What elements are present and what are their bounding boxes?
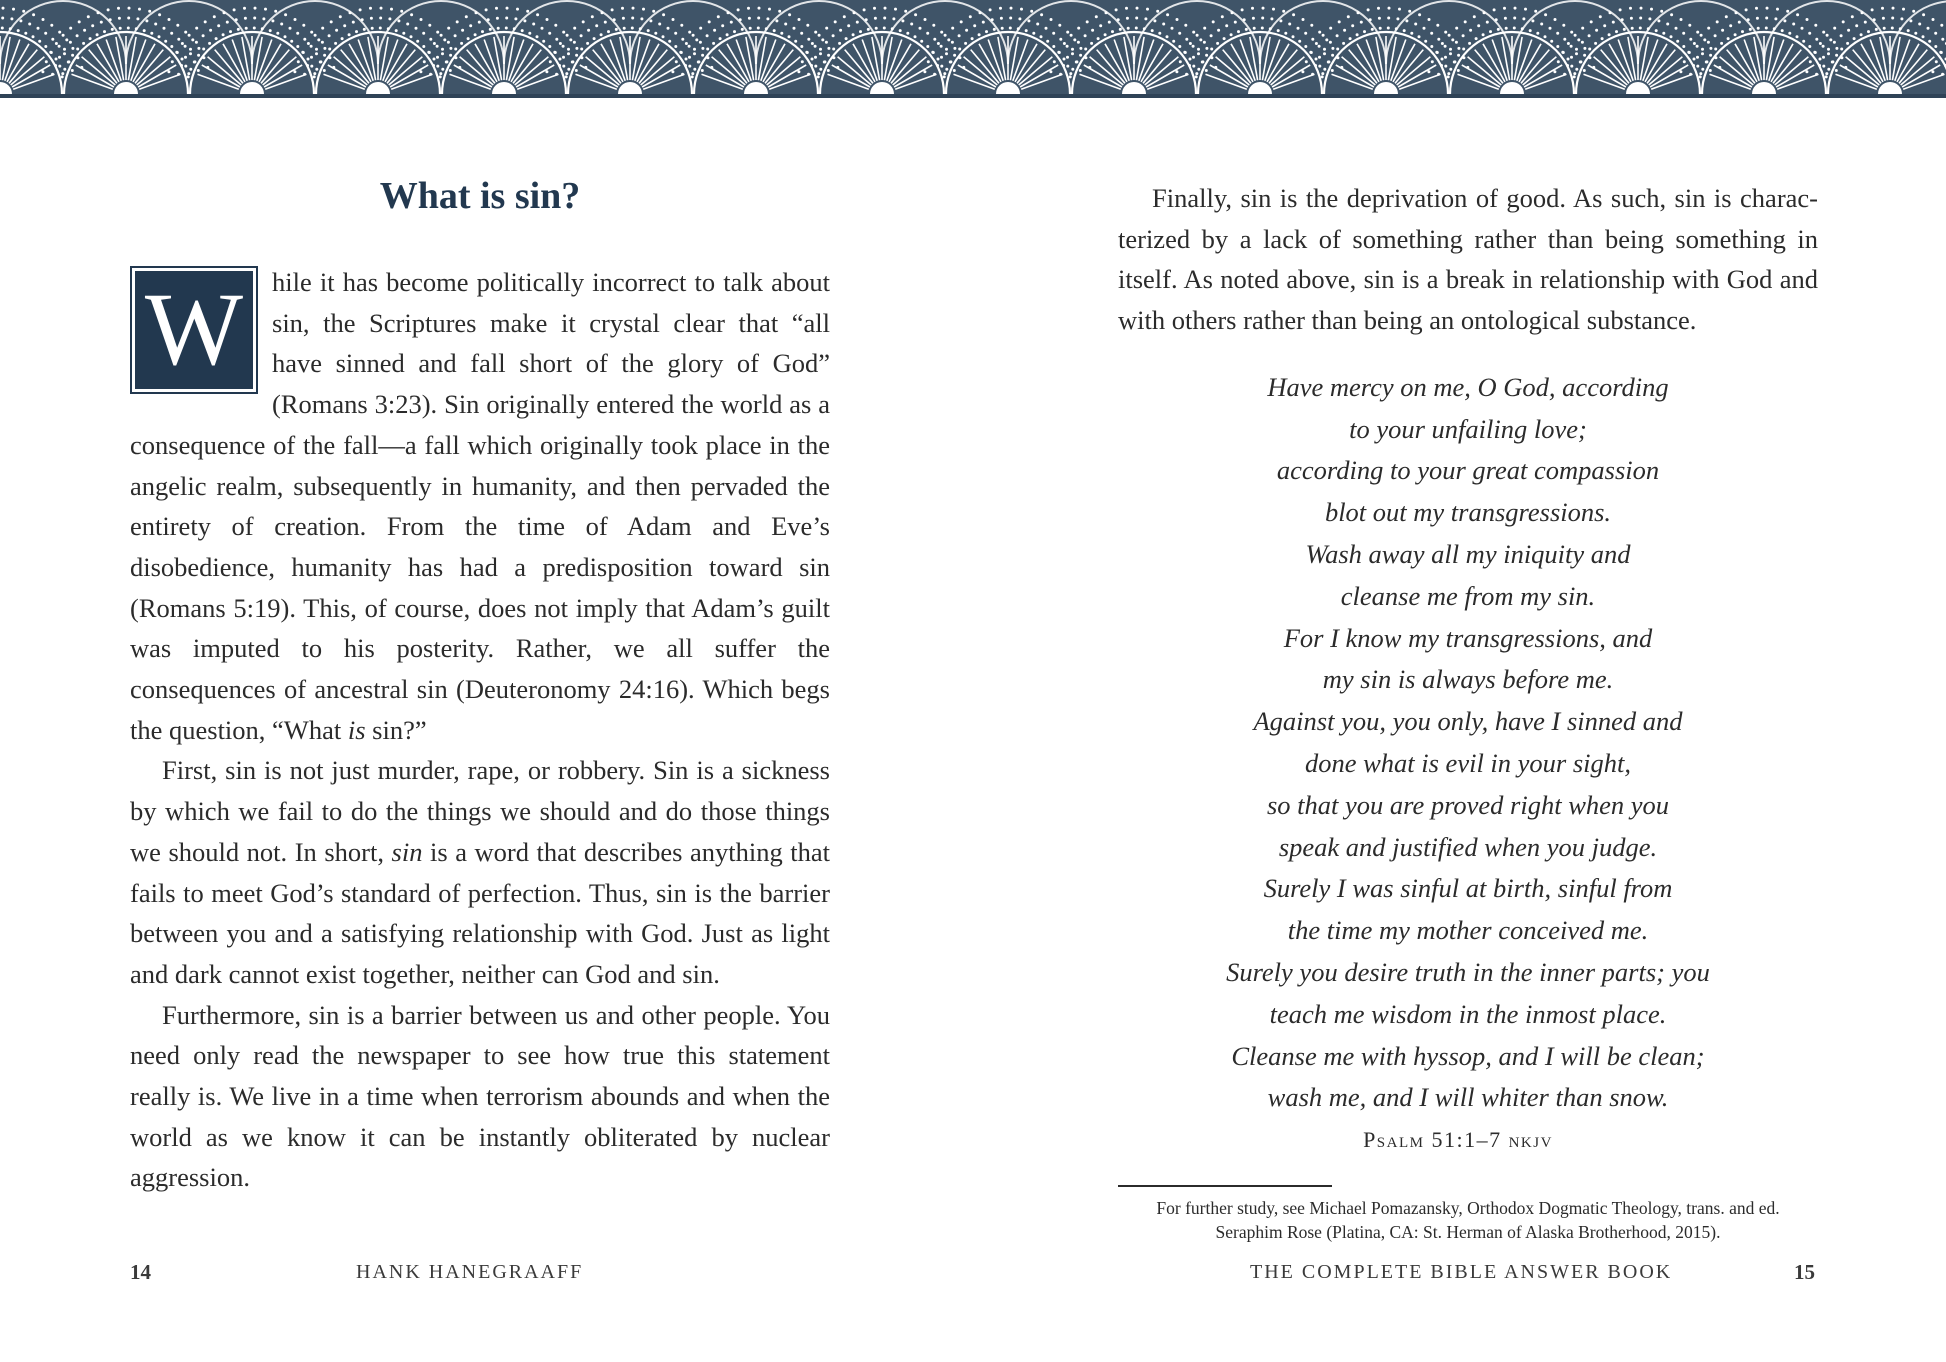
paragraph-1-italic: is bbox=[347, 714, 366, 745]
paragraph-3: Furthermore, sin is a barrier between us and other people. You need only read the newspaper to see how true this statement really is. We live in a time when terrorism abounds and when the world as we know it can be instantly obliterated by nuclear aggression. bbox=[130, 999, 830, 1193]
page-title: What is sin? bbox=[379, 175, 581, 217]
decorative-banner bbox=[0, 0, 1946, 98]
poem-line: Surely you desire truth in the inner parts; you bbox=[1226, 956, 1710, 987]
left-page bbox=[130, 170, 830, 1198]
psalm-citation: Psalm 51:1–7 nkjv bbox=[1363, 1127, 1553, 1153]
poem-line: Against you, you only, have I sinned and bbox=[1253, 706, 1683, 737]
poem-line: For I know my transgressions, and bbox=[1283, 622, 1653, 653]
poem-line: Surely I was sinful at birth, sinful from bbox=[1263, 873, 1673, 904]
poem-line: done what is evil in your sight, bbox=[1304, 747, 1632, 778]
poem-line: so that you are proved right when you bbox=[1266, 789, 1670, 820]
paragraph-2-start: First, sin is not just murder, rape, or robbery. Sin is a sickness by which we fail to do the things we should and do those things we should not. In short, bbox=[130, 755, 830, 867]
poem-line: speak and justified when you judge. bbox=[1278, 831, 1658, 862]
footnote-line-2: Seraphim Rose (Platina, CA: St. Herman of Alaska Brotherhood, 2015). bbox=[1215, 1222, 1721, 1242]
poem-line: according to your great compassion bbox=[1276, 455, 1660, 486]
left-running-head: HANK HANEGRAAFF bbox=[356, 1261, 584, 1283]
footnote-rule bbox=[1118, 1185, 1332, 1187]
poem-line: teach me wisdom in the inmost place. bbox=[1269, 998, 1667, 1029]
poem-line: to your unfailing love; bbox=[1349, 413, 1587, 444]
poem-line: cleanse me from my sin. bbox=[1340, 580, 1596, 611]
right-running-head: THE COMPLETE BIBLE ANSWER BOOK bbox=[1250, 1261, 1673, 1283]
left-body bbox=[130, 262, 830, 1198]
paragraph-1-text: hile it has become politically incorrect to talk about sin, the Scriptures make it crystal clear that “all have sinned and fall short of the glory of God” (Romans 3:23). Sin originally entered the world as a consequence of the fall—a fall which originally took place in the angelic realm, subsequently in humanity, and then pervaded the entirety of creation. From the time of Adam and Eve’s disobedience, humanity has had a predisposition toward sin (Romans 5:19). This, of course, does not imply that Adam’s guilt was imputed to his posterity. Rather, we all suffer the consequences of ancestral sin (Deuteronomy 24:16). Which begs the question, “What bbox=[130, 267, 830, 745]
footnote bbox=[1118, 1196, 1818, 1244]
paragraph-2-end: is a word that describes anything that fails to meet God’s standard of perfection. Thus, sin is the barrier between you and a satisfying relationship with God. Just as light and dark cannot exist together, neither can God and sin. bbox=[130, 836, 830, 989]
footnote-line-1: For further study, see Michael Pomazansky, Orthodox Dogmatic Theology, trans. and ed. bbox=[1156, 1198, 1780, 1218]
paragraph-1 bbox=[130, 262, 830, 750]
poem-line: the time my mother conceived me. bbox=[1287, 915, 1649, 946]
right-page-number: 15 bbox=[1794, 1260, 1815, 1284]
dropcap: W bbox=[132, 268, 256, 392]
right-page bbox=[1118, 178, 1818, 1161]
poem-line: wash me, and I will whiter than snow. bbox=[1267, 1082, 1669, 1113]
paragraph-2 bbox=[130, 750, 830, 994]
poem-line: Wash away all my iniquity and bbox=[1305, 539, 1631, 569]
poem-line: blot out my transgressions. bbox=[1324, 497, 1612, 528]
poem-line: Cleanse me with hyssop, and I will be clean; bbox=[1231, 1040, 1705, 1071]
paragraph-1-end: sin?” bbox=[365, 714, 427, 745]
right-body bbox=[1118, 178, 1818, 341]
paragraph-2-italic: sin bbox=[391, 836, 423, 867]
right-paragraph: Finally, sin is the deprivation of good. As such, sin is characterized by a lack of something rather than being something in itself. As noted above, sin is a break in relationship with God and with others rather than being an ontological substance. bbox=[1118, 183, 1818, 336]
left-page-number: 14 bbox=[130, 1260, 151, 1284]
poem-line: my sin is always before me. bbox=[1322, 664, 1614, 695]
poem-line: Have mercy on me, O God, according bbox=[1267, 371, 1669, 402]
fan-pattern-graphic bbox=[0, 0, 1946, 98]
banner-rule bbox=[0, 94, 1946, 98]
psalm-quote bbox=[1118, 367, 1818, 1161]
